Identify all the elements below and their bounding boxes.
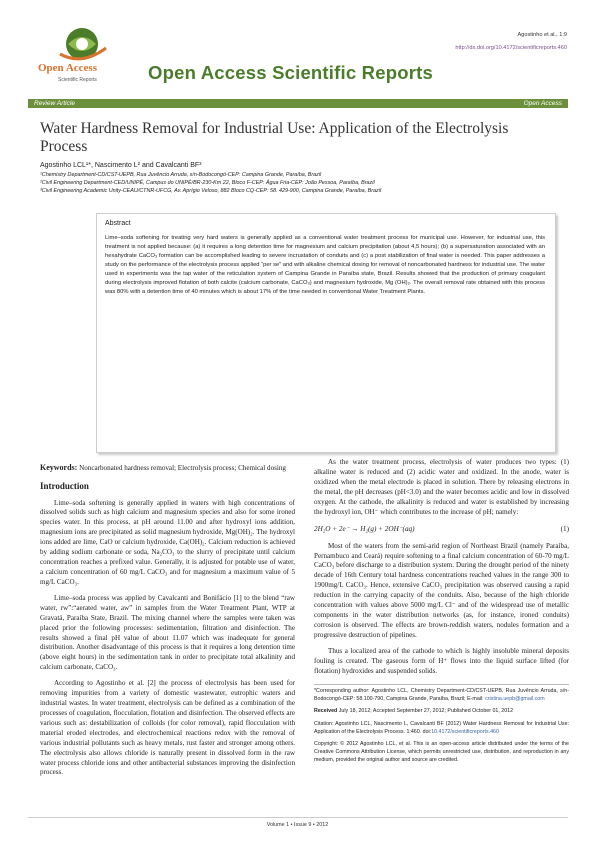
journal-logo — [30, 20, 140, 92]
article-type: Review Article — [34, 100, 75, 107]
equation-1 — [314, 524, 569, 534]
paragraph: Lime–soda softening is generally applied in waters with high concentrations of dissolved solids such as high calcium and magnesium species and also for some ironed species water. In this process, at pH around 11.00 and after hydroxyl ions addition, magnesium ions are precipitated as solid magnesium hydroxide, Mg(OH)₂. The hydroxyl ions added are lime, CaO or calcium hydroxide, Ca(OH)₂. Calcium reduction is achieved by adding sodium carbonate or soda, Na₂CO₃ to the slurry of precipitate until calcium concentration reaches a prefixed value. Generally, it is adjusted for potable use of water, a calcium concentration of 60 mg/L CaCO₃ and for magnesium a maximum value of 5 mg/L CaCO₃. — [40, 498, 295, 586]
keywords — [40, 462, 295, 474]
citation-text: Citation: Agostinho LCL, Nascimento L, Cavalcanti BF (2012) Water Hardness Removal for Industrial Use: Application of the Electrolysis Process. 1:460. doi: — [314, 721, 569, 735]
abstract-box — [96, 213, 556, 453]
corresponding-text: *Corresponding author: Agostinho LCL, Chemistry Department-CD/CST-UEPB, Rua Juvêncio Arruda, s/n-Bodocongó-CEP: 58.100-790, Campina Grande, Paraíba, Brazil; E-mail: — [314, 688, 569, 702]
paragraph: Lime–soda process was applied by Cavalcanti and Bonifácio [1] to the blend “raw water, rw”:“aerated water, aw” in samples from the Water Treatment Plant, WTP at Gravatá, Paraíba State, Brazil. The mixing channel where the samples were taken was placed prior the following processes: sedimentation, filtration and disinfection. The results showed a final pH value of about 11.07 which was inadequate for general distribution. Another disadvantage of this process is that it requires a long detention time (above eight hours) in the sedimentation tank in order to precipitate total alkalinity and calcium carbonate, CaCO₃. — [40, 593, 295, 672]
paragraph: Most of the waters from the semi-arid region of Northeast Brazil (namely Paraíba, Pernambuco and Ceará) require softening to a final calcium concentration of 60-70 mg/L CaCO₃ before discharge to a distribution system. During the drought period of the ninety decade of 16th Century total hardness concentrations reached values in the range 300 to 1900mg/L CaCO₃. Hence, extensive CaCO₃ precipitation was observed causing a rapid reduction in the carrying capacity of the conduits. Also, because of the high chloride concentration with values above 5000 mg/L Cl⁻ and of the widespread use of metallic components in the water distribution networks (as, for instance, ironed conduits) corrosion is observed. The effects are brown-reddish waters, nodules formation and a progressive destruction of pipelines. — [314, 541, 569, 639]
email-link[interactable]: cristina.uepb@gmail.com — [485, 695, 545, 702]
abstract-heading: Abstract — [105, 220, 131, 227]
access-type: Open Access — [523, 100, 562, 107]
received-label: Received — [314, 708, 338, 715]
left-column — [40, 462, 295, 784]
paragraph: According to Agostinho et al. [2] the process of electrolysis has been used for removing impurities from a variety of domestic wastewater, eutrophic waters and industrial wastes. In water treatment, electrolysis can be defined as a combination of the processes of coagulation, flocculation, flotation and disinfection. The observed effects are various such as: destabilization of colloids (for color removal), rapid flocculation with material eroded electrodes, and electrochemical reactions redox with the removal of various industrial pollutants such as heavy metals, rust faster and stronger among others. The electrolysis also allows chloride is naturally present in dissolved form in the raw water process chloride ions and other antibacterial substances improving the disinfection process. — [40, 679, 295, 777]
affiliation-2: ²Civil Engineering Department-CED/UNIPÊ, Campus do UNIPÊ/BR-230-Km 22, Bloco F-CEP: Água Fria-CEP: João Pessoa, Paraíba, Brazil — [40, 179, 375, 186]
page-header — [0, 0, 595, 95]
keywords-text: Noncarbonated hardness removal; Electrolysis process; Chemical dosing — [79, 464, 286, 472]
author-list: Agostinho LCL¹*, Nascimento L² and Cavalcanti BF³ — [40, 162, 202, 169]
citation-doi-link[interactable]: 10.4172/scientificreports.460 — [431, 728, 499, 735]
affiliation-3: ³Civil Engineering Academic Unity-CEAU/CTNR-UFCG, Av. Aprígio Veloso, 882 Bloco CQ-CEP: 58. 429-900, Campina Grande, Paraíba, Brazil — [40, 187, 382, 194]
affiliation-1: ¹Chemistry Department-CD/CST-UEPB, Rua Juvêncio Arruda, s/n-Bodocongó-CEP: Campina Grande, Paraíba, Brazil — [40, 172, 322, 178]
received-text: July 18, 2012; Accepted September 27, 2012; Published October 01, 2012 — [338, 708, 514, 715]
affiliations — [40, 172, 560, 195]
footer-divider — [28, 817, 568, 818]
abstract-text: Lime–soda softening for treating very hard waters is generally applied as a conventional water treatment process for municipal use. However, for industrial use, this treatment is not applied because: (a) it requires a long detention time for magnesium and calcium precipitation (about 4,5 hours); (b) a supersaturation associated with an hexahydrate CaCO₃ formation can be accomplished leading to severe incrustation of conduits and (c) a post stabilization of final water is needed. This paper addresses a study on the performance of the electrolysis process applied “per se” and with alkaline chemical dosing for removal of noncarbonated hardness for industrial use. The water used in experiments was the tap water of the reticulation system of Campina Grande in Paraíba state, Brazil. Results showed that the production of primary coagulant during electrolysis improved flotation of both calcite (calcium carbonate, CaCO₃) and magnesium hydroxide, Mg (OH)₂. The overall removal rate obtained with this process was 80% with a detention time of 40 minutes which is about 17% of the time needed in conventional Water Treatment Plants. — [105, 235, 545, 295]
paragraph: Thus a localized area of the cathode to which is highly insoluble mineral deposits fouling is created. The gaseous form of H⁺ flows into the liquid surface lifted (for flotation) hydroxides and suspended solids. — [314, 646, 569, 675]
footnotes — [314, 684, 569, 769]
introduction-heading: Introduction — [40, 480, 89, 491]
equation-number: (1) — [560, 524, 569, 533]
received-dates — [314, 708, 569, 716]
logo-subtext: Scientific Reports — [58, 77, 97, 83]
equation-text: 2H₂O + 2e⁻ → H₂(g) + 2OH⁻(aq) — [314, 524, 415, 533]
citation-note — [314, 721, 569, 736]
paragraph: As the water treatment process, electrolysis of water produces two types: (1) alkaline water is reduced and (2) acidic water and oxidized. In the anode, water is oxidized when the metal electrode is placed in solution. There by releasing electrons in the metal, the pH decreases (pH<3.0) and the water becomes acidic and low in dissolved oxygen. At the cathode, the alkalinity is reduced and water is established by increasing the hydroxyl ion, OH⁻ which contributes to the increase of pH; namely: — [314, 458, 569, 516]
citation-line: Agostinho et al., 1:9 — [517, 32, 567, 38]
journal-title: Open Access Scientific Reports — [148, 62, 433, 83]
keywords-label: Keywords: — [40, 463, 78, 472]
paper-title: Water Hardness Removal for Industrial Use: Application of the Electrolysis Process — [40, 120, 509, 155]
corresponding-author — [314, 688, 569, 703]
doi-link[interactable]: http://dx.doi.org/10.4172/scientificreports.460 — [455, 45, 567, 52]
logo-text: Open Access — [38, 62, 97, 74]
article-type-bar — [28, 99, 568, 108]
header-citation — [455, 32, 567, 53]
right-column — [314, 458, 569, 683]
copyright-note: Copyright: © 2012 Agostinho LCL, et al. This is an open-access article distributed under the terms of the Creative Commons Attribution License, which permits unrestricted use, distribution, and reproduction in any medium, provided the original author and source are credited. — [314, 741, 569, 763]
page-footer: Volume 1 • Issue 9 • 2012 — [266, 822, 329, 828]
